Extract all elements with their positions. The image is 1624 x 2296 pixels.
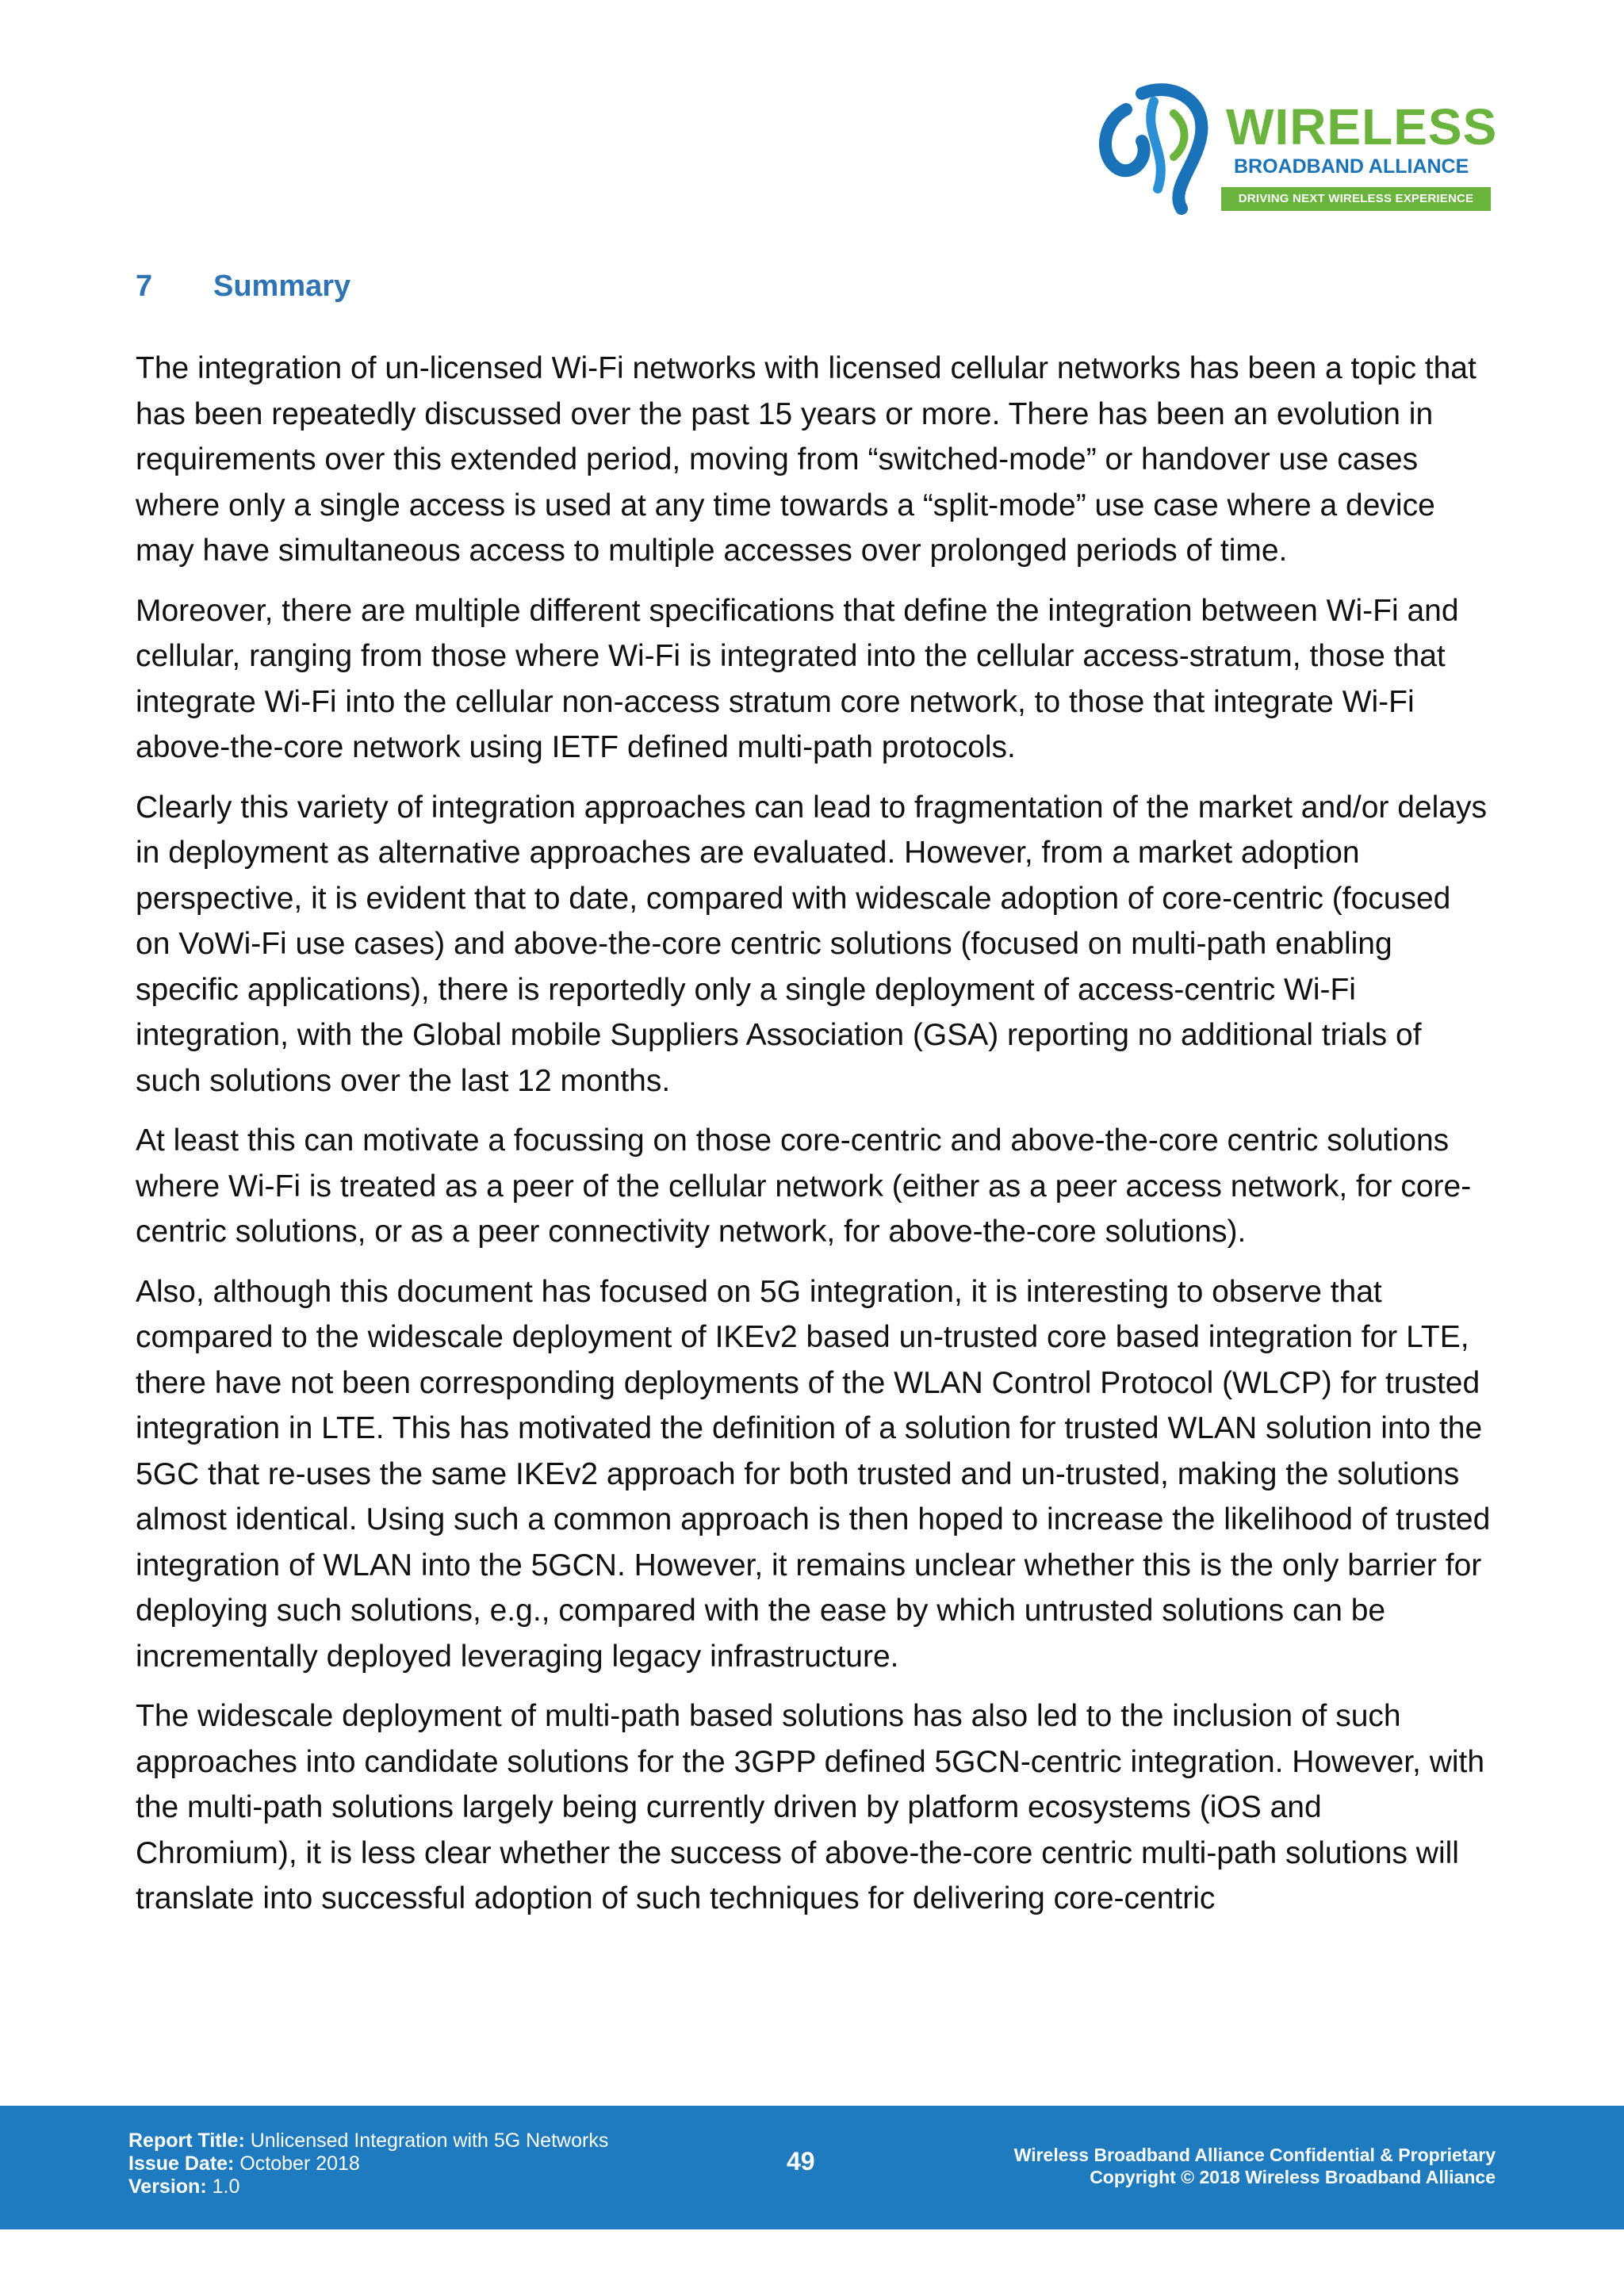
paragraph: Clearly this variety of integration approaches can lead to fragmentation of the market and/or delays in deployment as alternative approaches are evaluated. However, from a market adoption perspective, it is evident that to date, compared with widescale adoption of core-centric (focused on VoWi-Fi use cases) and above-the-core centric solutions (focused on multi-path enabling specific applications), there is reportedly only a single deployment of access-centric Wi-Fi integration, with the Global mobile Suppliers Association (GSA) reporting no additional trials of such solutions over the last 12 months. [136,790,1487,1098]
paragraph: The widescale deployment of multi-path based solutions has also led to the inclusion of such approaches into candidate solutions for the 3GPP defined 5GCN-centric integration. However, with the multi-path solutions largely being currently driven by platform ecosystems (iOS and Chromium), it is less clear whether the success of above-the-core centric multi-path solutions will translate into successful adoption of such techniques for delivering core-centric [136,1699,1485,1915]
logo-wordmark: WIRELESS [1226,98,1498,155]
page-number: 49 [787,2147,815,2175]
copyright-info [1014,2144,1496,2188]
paragraph: At least this can motivate a focussing on those core-centric and above-the-core centric solutions where Wi-Fi is treated as a peer of the cellular network (either as a peer access network, for core-centric solutions, or as a peer connectivity network, for above-the-core solutions). [136,1123,1472,1249]
logo-subtitle: BROADBAND ALLIANCE [1234,155,1469,178]
paragraph: The integration of un-licensed Wi-Fi networks with licensed cellular networks has been a topic that has been repeatedly discussed over the past 15 years or more. There has been an evolution in requirements over this extended period, moving from “switched-mode” or handover use cases where only a single access is used at any time towards a “split-mode” use case where a device may have simultaneous access to multiple accesses over prolonged periods of time. [136,351,1477,568]
section-number: 7 [136,270,153,303]
issue-date-line: Issue Date: October 2018 [128,2152,360,2175]
paragraph: Moreover, there are multiple different specifications that define the integration between Wi-Fi and cellular, ranging from those where Wi-Fi is integrated into the cellular access-stratum, those that integrate Wi-Fi into the cellular non-access stratum core network, to those that integrate Wi-Fi above-the-core network using IETF defined multi-path protocols. [136,593,1459,764]
logo-tagline: DRIVING NEXT WIRELESS EXPERIENCE [1221,187,1491,211]
section-title: Summary [213,270,351,303]
section-heading [136,270,350,304]
wba-ribbon-icon [1094,78,1229,220]
version-line: Version: 1.0 [128,2175,240,2198]
page-footer [0,2106,1624,2229]
confidential-notice: Wireless Broadband Alliance Confidential & Proprietary [1013,2145,1496,2165]
report-title-line: Report Title: Unlicensed Integration with 5G Networks [128,2130,609,2152]
copyright-notice: Copyright © 2018 Wireless Broadband Alliance [1090,2167,1496,2187]
body-text [136,346,1492,1936]
paragraph: Also, although this document has focused on 5G integration, it is interesting to observe that compared to the widescale deployment of IKEv2 based un-trusted core based integration for LTE, there have not been corresponding deployments of the WLAN Control Protocol (WLCP) for trusted integration in LTE. This has motivated the definition of a solution for trusted WLAN solution into the 5GC that re-uses the same IKEv2 approach for both trusted and un-trusted, making the solutions almost identical. Using such a common approach is then hoped to increase the likelihood of trusted integration of WLAN into the 5GCN. However, it remains unclear whether this is the only barrier for deploying such solutions, e.g., compared with the ease by which untrusted solutions can be incrementally deployed leveraging legacy infrastructure. [136,1274,1491,1674]
report-info [128,2130,608,2198]
wba-logo [1094,78,1498,220]
